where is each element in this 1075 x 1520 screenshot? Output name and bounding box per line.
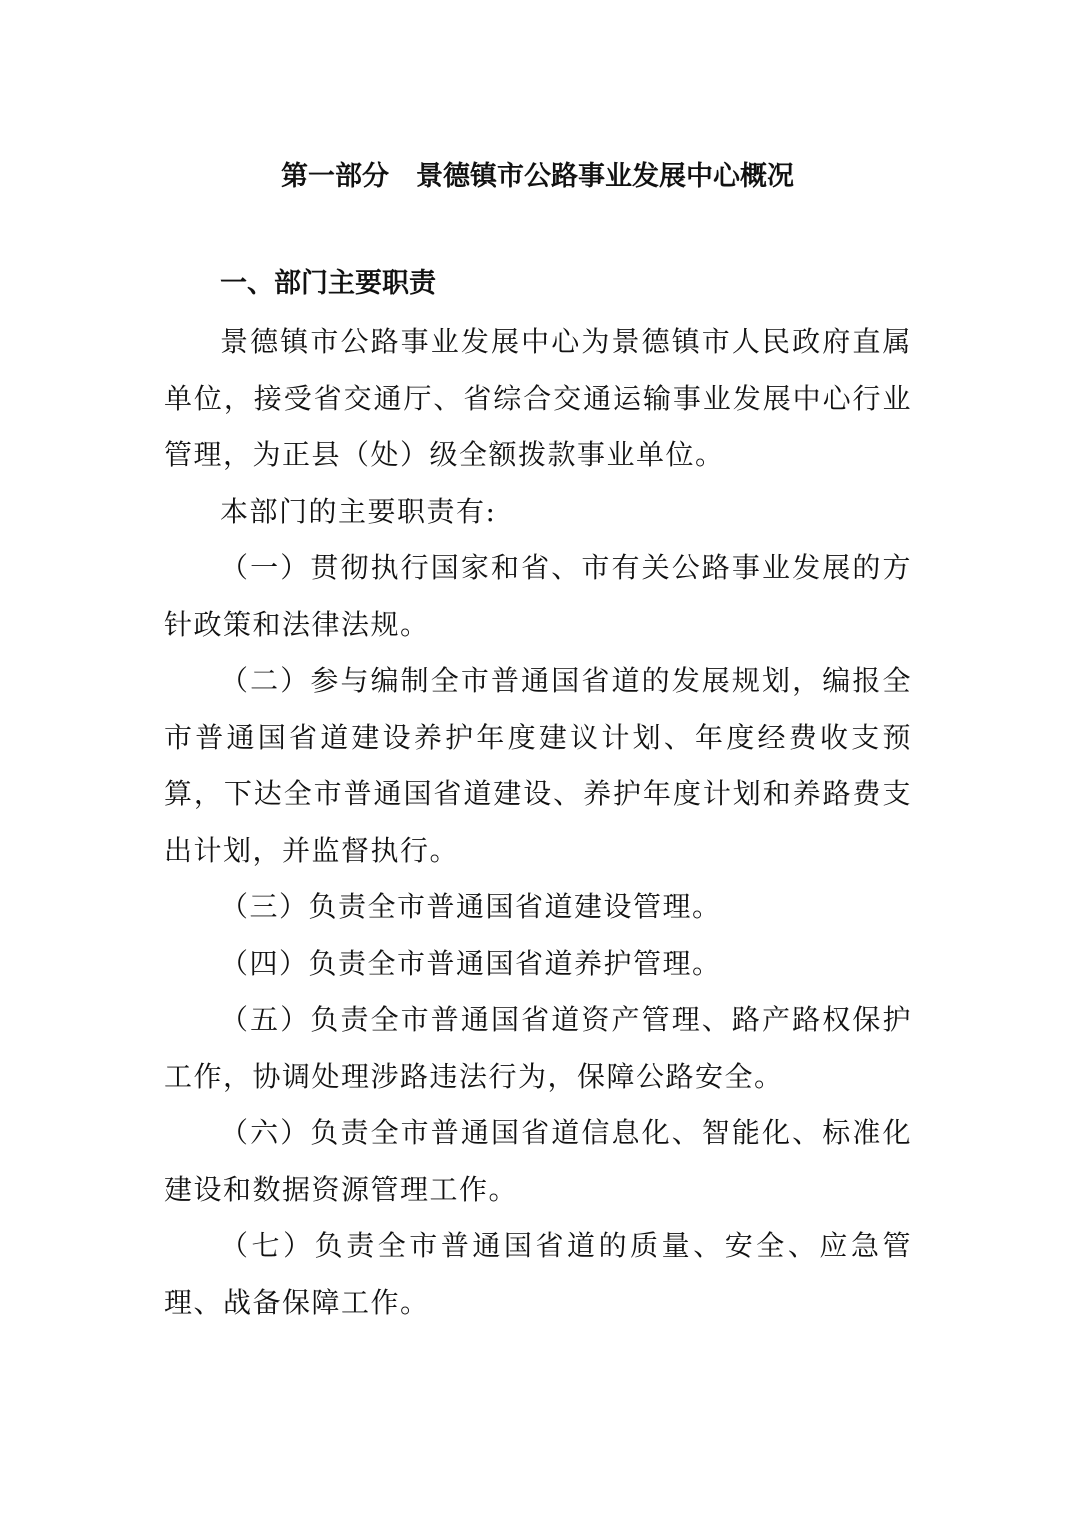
- paragraph-duties-lead: 本部门的主要职责有:: [220, 494, 497, 528]
- paragraph-duty-1: （一）贯彻执行国家和省、市有关公路事业发展的方针政策和法律法规。: [164, 551, 912, 641]
- paragraph-duty-4: （四）负责全市普通国省道养护管理。: [220, 946, 722, 980]
- paragraph-duty-7: （七）负责全市普通国省道的质量、安全、应急管理、战备保障工作。: [164, 1229, 912, 1319]
- body-text: [164, 314, 912, 1331]
- paragraph-intro: 景德镇市公路事业发展中心为景德镇市人民政府直属单位，接受省交通厅、省综合交通运输事业发展中心行业管理，为正县（处）级全额拨款事业单位。: [164, 325, 912, 471]
- page-title: 第一部分 景德镇市公路事业发展中心概况: [281, 161, 794, 192]
- paragraph-duty-6: （六）负责全市普通国省道信息化、智能化、标准化建设和数据资源管理工作。: [164, 1116, 912, 1206]
- section-heading: 一、部门主要职责: [220, 268, 436, 299]
- paragraph-duty-3: （三）负责全市普通国省道建设管理。: [220, 890, 722, 923]
- paragraph-duty-2: （二）参与编制全市普通国省道的发展规划，编报全市普通国省道建设养护年度建议计划、年度经费收支预算，下达全市普通国省道建设、养护年度计划和养路费支出计划，并监督执行。: [164, 664, 912, 867]
- paragraph-duty-5: （五）负责全市普通国省道资产管理、路产路权保护工作，协调处理涉路违法行为，保障公路安全。: [164, 1003, 912, 1093]
